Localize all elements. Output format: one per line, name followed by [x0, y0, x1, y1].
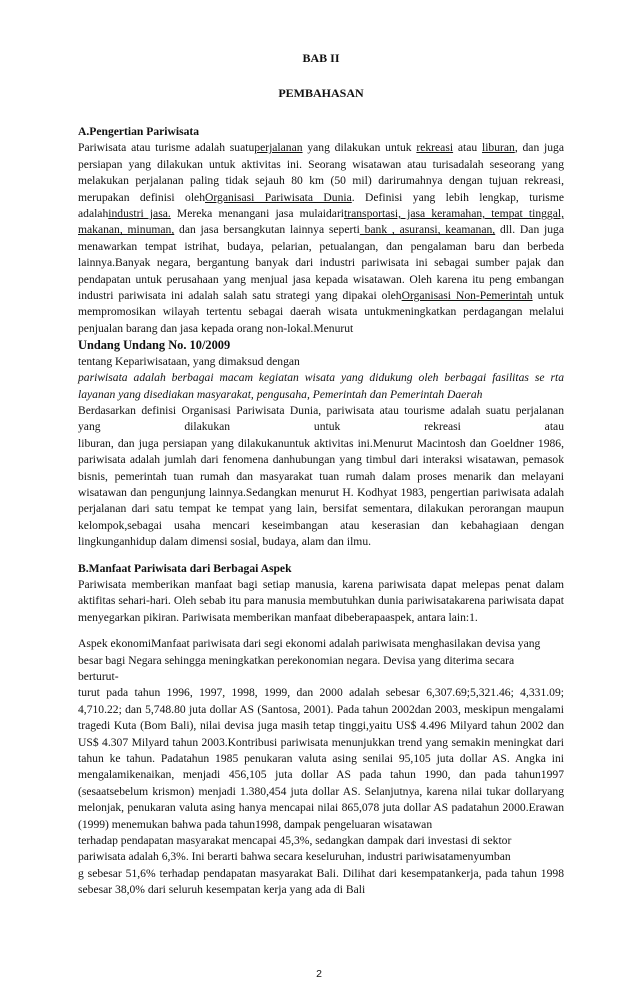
text-run: atau turisme adalah suatu — [126, 141, 255, 155]
text-run: atau — [453, 141, 482, 155]
link-perjalanan[interactable]: perjalanan — [254, 141, 303, 155]
text-run: . Definisi yang lebih lengkap, turisme adalah — [78, 190, 564, 221]
text-run: untuk mempromosikan wilayah tertentu sebagai daerah wisata untukmeningkatkan perdagangan melalui penjualan barang dan jasa kepada orang non-lokal.Menurut — [78, 289, 564, 335]
section-a-heading: A.Pengertian Pariwisata — [78, 125, 200, 138]
link-transportasi[interactable]: transportasi, jasa keramahan, tempat tinggal, makanan, minuman, — [78, 207, 564, 237]
spacer — [78, 626, 564, 636]
text-run: Mereka menangani jasa mulaidari — [170, 207, 345, 221]
page-content — [78, 50, 564, 899]
text-run: yang dilakukan untuk — [302, 141, 417, 155]
text-run: dan jasa bersangkutan lainnya seperti — [174, 223, 360, 237]
law-intro: tentang Kepariwisataan, yang dimaksud dengan — [78, 354, 300, 368]
section-b-paragraph-2b: besar bagi Negara sehingga meningkatkan perekonomian negara. Devisa yang diterima secara — [78, 653, 515, 667]
section-b-paragraph-2f: pariwisata adalah 6,3%. Ini berarti bahwa secara keseluruhan, industri pariwisatamenyumban — [78, 850, 511, 864]
link-liburan[interactable]: liburan — [481, 141, 515, 155]
link-industri-jasa[interactable]: industri jasa. — [108, 207, 171, 221]
text-run: Pariwisata — [78, 141, 127, 155]
section-b-heading: B.Manfaat Pariwisata dari Berbagai Aspek — [78, 561, 292, 575]
law-title: Undang Undang No. 10/2009 — [78, 338, 231, 353]
link-organisasi-pariwisata-dunia[interactable]: Organisasi Pariwisata Dunia — [205, 190, 352, 204]
link-bank-asuransi-keamanan[interactable]: bank , asuransi, keamanan, — [359, 223, 496, 237]
section-b-paragraph-1: Pariwisata memberikan manfaat bagi setiap manusia, karena pariwisata dapat melepas penat dalam aktifitas sehari-hari. Oleh sebab itu para manusia membutuhkan dunia pariwisatakarena pariwisata dapat menyegarkan pikiran. Pariwisata memberikan manfaat dibeberapaaspek, antara lain:1. — [78, 577, 564, 624]
section-a-paragraph-1 — [78, 140, 564, 337]
chapter-number: BAB II — [302, 51, 340, 65]
link-organisasi-non-pemerintah[interactable]: Organisasi Non-Pemerintah — [401, 289, 533, 303]
section-b-paragraph-2a: Aspek ekonomiManfaat pariwisata dari segi ekonomi adalah pariwisata menghasilakan devisa yang — [78, 637, 541, 651]
section-a-paragraph-2b: liburan, dan juga persiapan yang dilakukanuntuk aktivitas ini.Menurut Macintosh dan Goeldner 1986, pariwisata adalah jumlah dari fenomena danhubungan yang timbul dari interaksi wisatawan, pemasok bisnis, pemerintah tuan rumah dan masyarakat tuan rumah dalam proses menarik dan melayani wisatawan dan pengunjung lainnya.Sedangkan menurut H. Kodhyat 1983, pengertian pariwisata adalah perjalanan dari satu tempat ke tempat yang lain, bersifat sementara, dilakukan perorangan maupun kelompok,sebagai usaha mencari keseimbangan atau keserasian dan kebahagiaan dengan lingkunganhidup dalam dimensi sosial, budaya, alam dan ilmu. — [78, 436, 564, 549]
section-b-paragraph-2d: turut pada tahun 1996, 1997, 1998, 1999, dan 2000 adalah sebesar 6,307.69;5,321.46; 4,331.09; 4,710.22; dan 5,748.80 juta dollar AS (Santosa, 2001). Pada tahun 2002dan 2003, meskipun mengalami tragedi Kuta (Bom Bali), nilai devisa juga masih tetap tinggi,yaitu US$ 4.496 Milyard tahun 2002 dan US$ 4.307 Milyard tahun 2003.Kontribusi pariwisata menunjukkan trend yang semakin meningkat dari tahun ke tahun. Padatahun 1985 penukaran valuta asing senilai 95,105 juta dollar AS. Angka ini mengalamikenaikan, menjadi 456,105 juta dollar AS pada tahun 1990, dan pada tahun1997 (sesaatsebelum krismon) menjadi 1.380,454 juta dollar AS. Selanjutnya, karena nilai tukar dollaryang melonjak, penukaran valuta asing hanya mencapai nilai 865,078 juta dollar AS padatahun 2000.Erawan (1999) menemukan bahwa pada tahun1998, dampak pengeluaran wisatawan — [78, 686, 564, 831]
section-b-paragraph-2g: g sebesar 51,6% terhadap pendapatan masyarakat Bali. Dilihat dari kesempatankerja, pada tahun 1998 sebesar 38,0% dari seluruh kesempatan kerja yang ada di Bali — [78, 866, 564, 897]
link-rekreasi[interactable]: rekreasi — [416, 141, 454, 155]
page-number: 2 — [316, 968, 322, 980]
section-b-paragraph-2c: berturut- — [78, 670, 119, 683]
chapter-title: PEMBAHASAN — [278, 86, 364, 100]
text-run: , dan juga persiapan yang dilakukan untuk aktivitas ini. Seorang wisatawan atau turisadalah seseorang yang melakukan perjalanan paling tidak sejauh 80 km (50 mil) darirumahnya dengan tujuan rekreasi, merupakan definisi oleh — [78, 141, 564, 204]
law-definition-quote: pariwisata adalah berbagai macam kegiatan wisata yang didukung oleh berbagai fasilitas se rta layanan yang disediakan masyarakat, pengusaha, Pemerintah dan Pemerintah Daerah — [78, 371, 564, 401]
spacer — [78, 551, 564, 561]
section-a-paragraph-2a: Berdasarkan definisi Organisasi Pariwisata Dunia, pariwisata atau tourisme adalah suatu perjalanan yang dilakukan untuk rekreasi atau — [78, 403, 564, 434]
section-b-paragraph-2e: terhadap pendapatan masyarakat mencapai 45,3%, sedangkan dampak dari investasi di sektor — [78, 834, 512, 848]
text-run: dll. Dan juga menawarkan tempat istrihat, budaya, pelarian, petualangan, dan pengalaman baru dan berbeda lainnya.Banyak negara, bergantung banyak dari industri pariwisata ini sebagai sumber pajak dan pendapatan untuk perusahaan yang menjual jasa kepada wisatawan. Oleh karena itu peng embangan industri pariwisata ini adalah salah satu strategi yang dipakai oleh — [78, 223, 564, 303]
